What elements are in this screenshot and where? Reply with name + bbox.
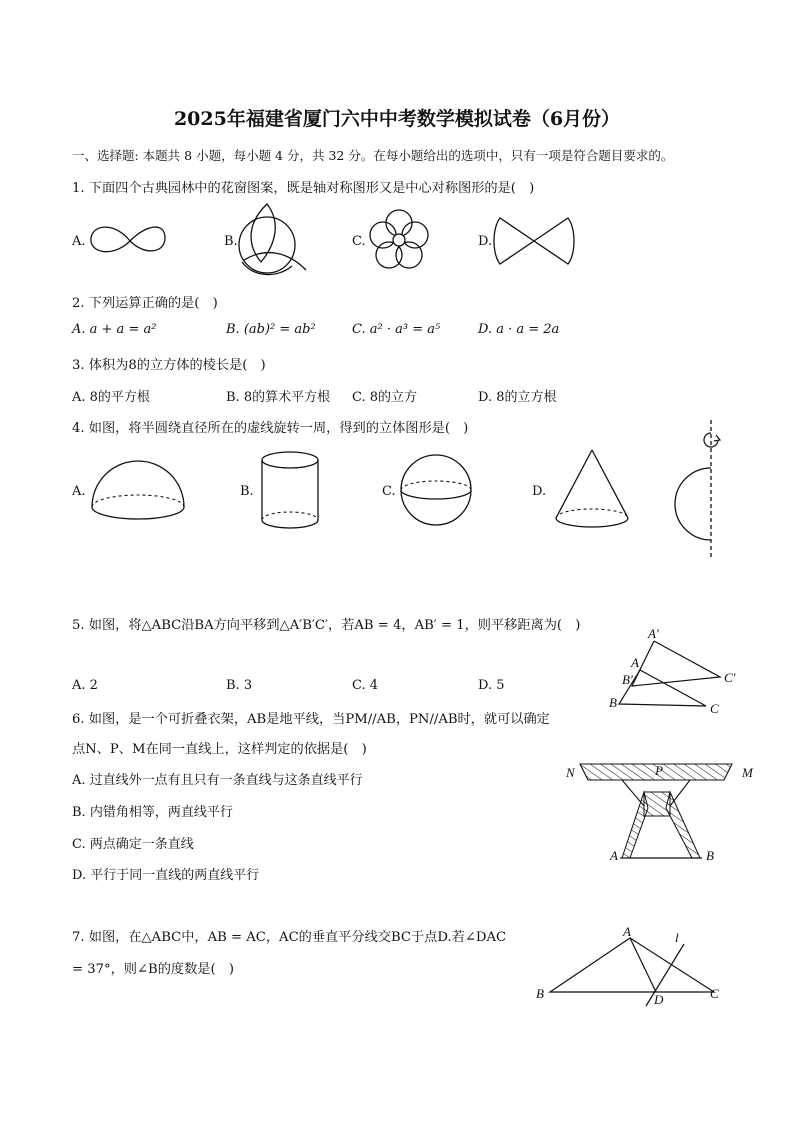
q2-option-c[interactable]: C. a² · a³ = a⁵	[352, 322, 441, 337]
hemisphere-figure	[88, 455, 188, 525]
q6-stem-line1: 6. 如图，是一个可折叠衣架，AB是地平线，当PM//AB，PN//AB时，就可以确定	[72, 712, 550, 727]
infinity-pattern-figure	[85, 200, 175, 280]
q6-label-a: A	[610, 848, 618, 863]
cylinder-figure	[256, 448, 326, 534]
trefoil-pattern-figure	[234, 200, 334, 282]
q4-stem: 4. 如图，将半圆绕直径所在的虚线旋转一周，得到的立体图形是( )	[72, 421, 469, 436]
q7-stem-line1: 7. 如图，在△ABC中，AB = AC，AC的垂直平分线交BC于点D.若∠DAC	[72, 930, 507, 945]
q5-option-d[interactable]: D. 5	[478, 678, 505, 693]
q6-option-c[interactable]: C. 两点确定一条直线	[72, 837, 194, 852]
cone-figure	[552, 446, 636, 534]
q7-label-l: l	[675, 930, 679, 945]
q4-option-c[interactable]: C.	[382, 484, 396, 499]
page-title: 2025年福建省厦门六中中考数学模拟试卷（6月份）	[173, 108, 621, 130]
folding-hanger-figure	[560, 758, 760, 870]
q1-option-c[interactable]: C.	[352, 234, 366, 249]
q5-option-c[interactable]: C. 4	[352, 678, 379, 693]
semicircle-rotation-figure	[668, 418, 728, 563]
sphere-figure	[398, 452, 478, 532]
q5-option-a[interactable]: A. 2	[72, 678, 98, 693]
q3-option-c[interactable]: C. 8的立方	[352, 390, 418, 405]
q2-stem: 2. 下列运算正确的是( )	[72, 296, 218, 311]
q4-option-b[interactable]: B.	[240, 484, 254, 499]
q5-stem: 5. 如图，将△ABC沿BA方向平移到△A′B′C′，若AB = 4，AB′ = 1，则平移距离为( )	[72, 618, 581, 633]
isosceles-triangle-figure	[534, 924, 734, 1008]
q6-option-d[interactable]: D. 平行于同一直线的两直线平行	[72, 868, 260, 883]
flower-pattern-figure	[365, 205, 435, 275]
q4-option-a[interactable]: A.	[72, 484, 86, 499]
q5-option-b[interactable]: B. 3	[226, 678, 253, 693]
q7-label-a: A	[623, 924, 631, 939]
q7-stem-line2: = 37°，则∠B的度数是( )	[72, 962, 234, 977]
q3-option-a[interactable]: A. 8的平方根	[72, 390, 150, 405]
q5-label-a: A	[631, 655, 639, 670]
q7-label-c: C	[710, 986, 719, 1001]
q2-option-b[interactable]: B. (ab)² = ab²	[226, 322, 316, 337]
q6-option-b[interactable]: B. 内错角相等，两直线平行	[72, 805, 233, 820]
q4-option-d[interactable]: D.	[532, 484, 547, 499]
q3-option-b[interactable]: B. 8的算术平方根	[226, 390, 331, 405]
q6-label-b: B	[706, 848, 714, 863]
q3-stem: 3. 体积为8的立方体的棱长是( )	[72, 358, 266, 373]
q7-label-d: D	[654, 992, 664, 1007]
q1-option-a[interactable]: A.	[72, 234, 86, 249]
q5-label-c: C	[710, 701, 719, 716]
q5-label-b: B	[609, 695, 617, 710]
q5-label-a-prime: A′	[648, 626, 659, 641]
q6-label-n: N	[566, 765, 575, 780]
q2-option-d[interactable]: D. a · a = 2a	[478, 322, 560, 337]
bowtie-pattern-figure	[492, 208, 582, 274]
q7-label-b: B	[536, 986, 544, 1001]
q3-option-d[interactable]: D. 8的立方根	[478, 390, 557, 405]
q5-label-b-prime: B′	[622, 672, 633, 687]
translation-triangles-figure	[604, 624, 754, 716]
section-heading: 一、选择题: 本题共 8 小题，每小题 4 分，共 32 分。在每小题给出的选项中，只有一项是符合题目要求的。	[72, 148, 674, 163]
q6-stem-line2: 点N、P、M在同一直线上，这样判定的依据是( )	[72, 742, 367, 757]
q1-option-b[interactable]: B.	[224, 234, 238, 249]
q6-option-a[interactable]: A. 过直线外一点有且只有一条直线与这条直线平行	[72, 773, 363, 788]
q1-stem: 1. 下面四个古典园林中的花窗图案，既是轴对称图形又是中心对称图形的是( )	[72, 181, 535, 196]
q5-label-c-prime: C′	[724, 670, 736, 685]
q6-label-p: P	[655, 763, 663, 778]
q1-option-d[interactable]: D.	[478, 234, 493, 249]
q2-option-a[interactable]: A. a + a = a²	[72, 322, 157, 337]
q6-label-m: M	[742, 765, 753, 780]
